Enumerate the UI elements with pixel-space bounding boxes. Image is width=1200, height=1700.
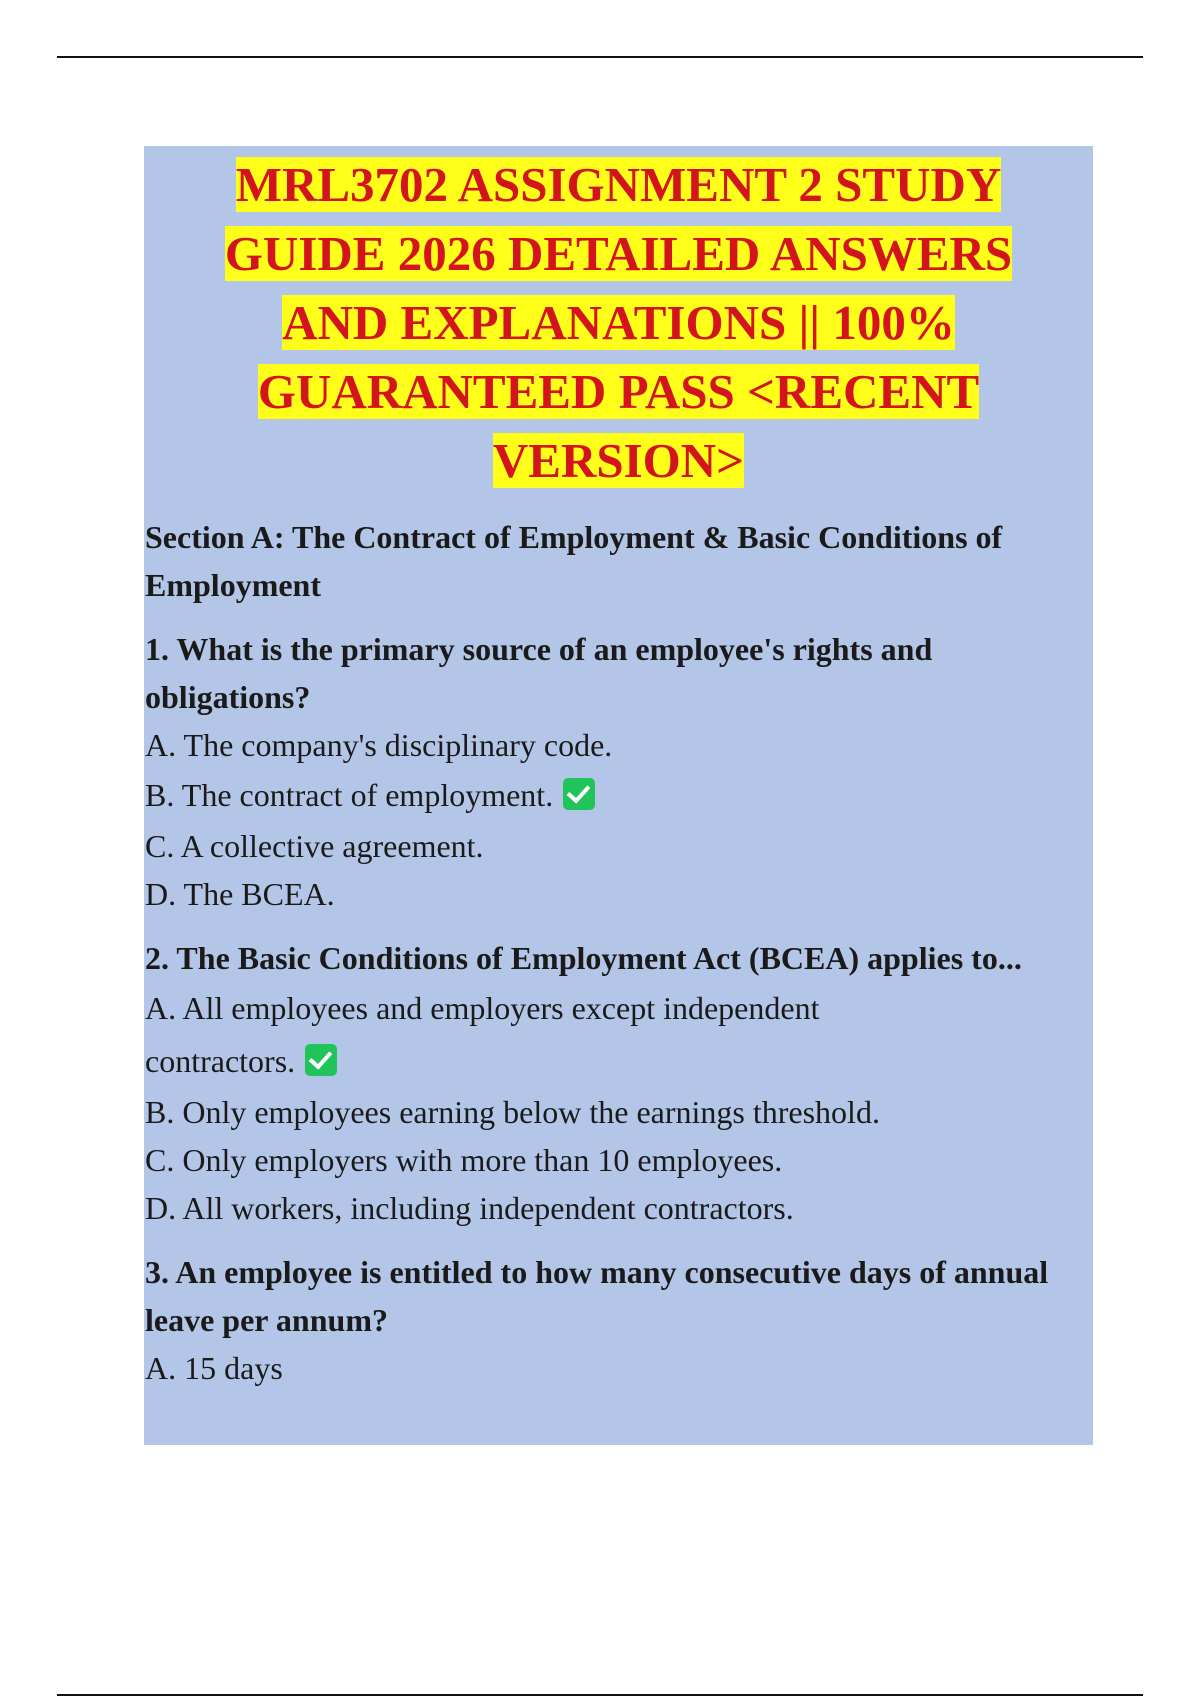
title-line: VERSION> bbox=[492, 433, 745, 488]
question-block bbox=[145, 934, 1093, 1232]
question-block bbox=[145, 1248, 1093, 1392]
answer-option-text: C. A collective agreement. bbox=[145, 828, 484, 864]
check-mark-icon bbox=[563, 778, 595, 810]
question-block bbox=[145, 625, 1093, 918]
content-panel bbox=[144, 146, 1093, 1445]
answer-option-text: D. The BCEA. bbox=[145, 876, 335, 912]
answer-option bbox=[145, 1136, 1093, 1184]
answer-option bbox=[145, 982, 1093, 1088]
title-line: AND EXPLANATIONS || 100% bbox=[282, 295, 955, 350]
answer-options bbox=[145, 721, 1093, 918]
top-rule bbox=[57, 56, 1143, 58]
question-text: 1. What is the primary source of an employee's rights and obligations? bbox=[145, 631, 933, 715]
answer-option bbox=[145, 1088, 1093, 1136]
title-line: GUARANTEED PASS <RECENT bbox=[257, 364, 980, 419]
answer-option-text: B. Only employees earning below the earnings threshold. bbox=[145, 1094, 880, 1130]
answer-option-text: C. Only employers with more than 10 employees. bbox=[145, 1142, 783, 1178]
answer-option-text: D. All workers, including independent contractors. bbox=[145, 1190, 794, 1226]
section-heading: Section A: The Contract of Employment & Basic Conditions of Employment bbox=[145, 519, 1003, 603]
document-title bbox=[144, 146, 1093, 495]
title-line: MRL3702 ASSIGNMENT 2 STUDY bbox=[235, 157, 1002, 212]
answer-options bbox=[145, 982, 1093, 1232]
question-text: 3. An employee is entitled to how many consecutive days of annual leave per annum? bbox=[145, 1254, 1049, 1338]
answer-option-text: A. 15 days bbox=[145, 1350, 283, 1386]
question-text: 2. The Basic Conditions of Employment Act (BCEA) applies to... bbox=[145, 940, 1022, 976]
document-body bbox=[144, 513, 1093, 1392]
answer-option bbox=[145, 1344, 1093, 1392]
answer-option bbox=[145, 870, 1093, 918]
answer-option-text: A. All employees and employers except independent contractors. bbox=[145, 990, 820, 1079]
answer-option bbox=[145, 1184, 1093, 1232]
answer-option bbox=[145, 822, 1093, 870]
answer-option bbox=[145, 721, 1093, 769]
bottom-rule bbox=[57, 1694, 1143, 1696]
answer-options bbox=[145, 1344, 1093, 1392]
title-line: GUIDE 2026 DETAILED ANSWERS bbox=[224, 226, 1013, 281]
check-mark-icon bbox=[305, 1044, 337, 1076]
answer-option-text: A. The company's disciplinary code. bbox=[145, 727, 613, 763]
answer-option bbox=[145, 769, 1093, 822]
answer-option-text: B. The contract of employment. bbox=[145, 777, 554, 813]
